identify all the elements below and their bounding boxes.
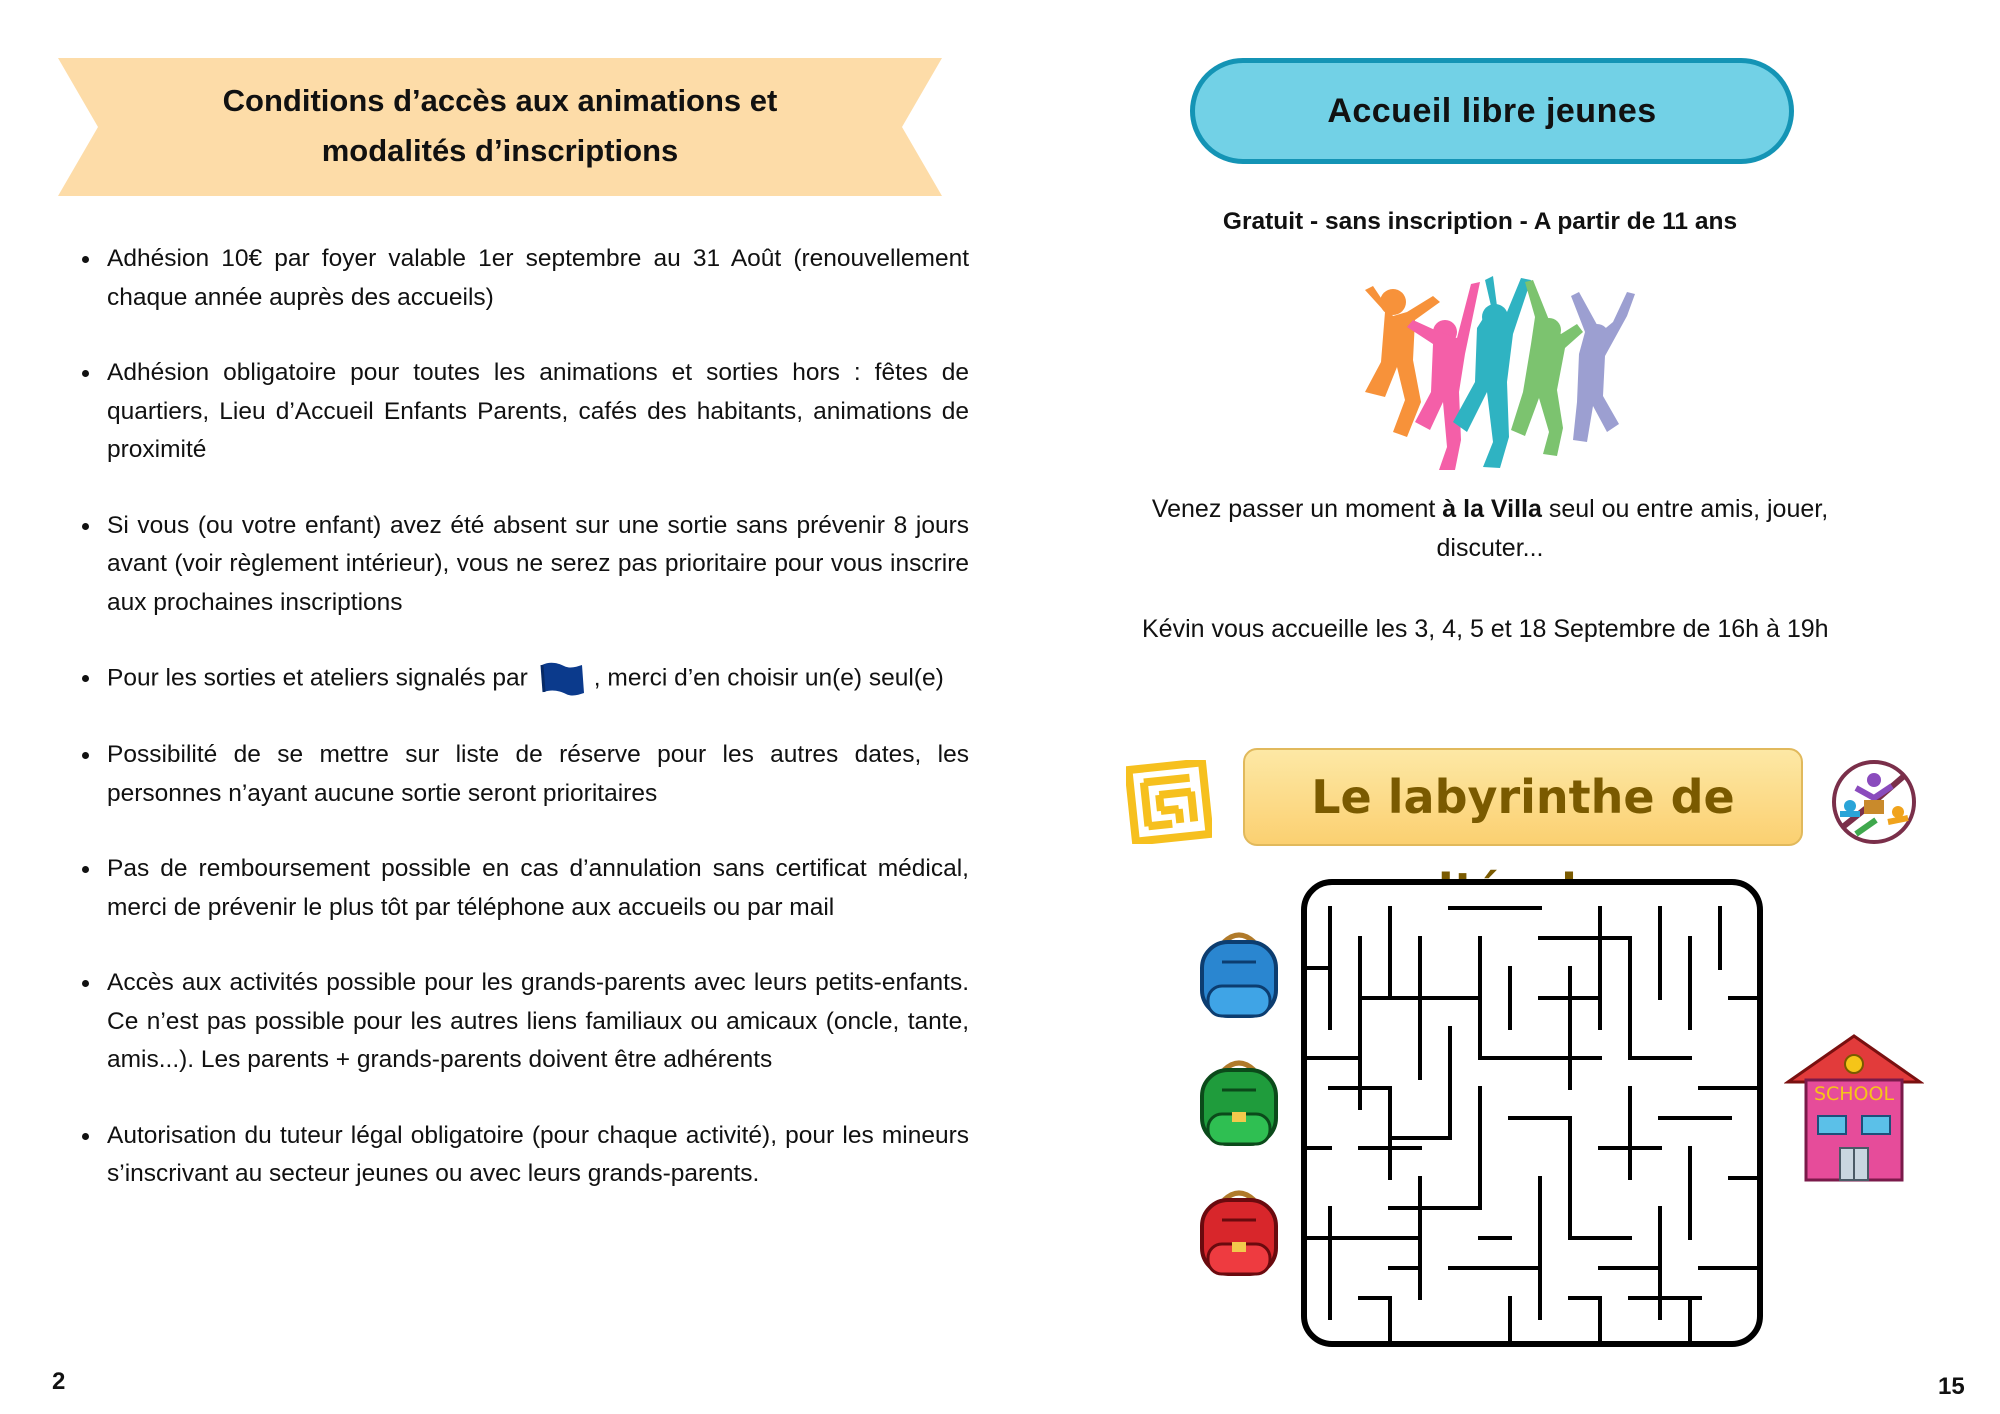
list-item: Adhésion obligatoire pour toutes les animations et sorties hors : fêtes de quartiers, Lieu d’Accueil Enfants Parents, cafés des habitants, animations de proximité	[107, 354, 969, 470]
right-page	[1000, 0, 2000, 1414]
page-number-right: 15	[1938, 1373, 1965, 1400]
intro-text-before: Venez passer un moment	[1151, 495, 1443, 523]
youth-pill-banner	[1190, 58, 1794, 164]
green-backpack-icon	[1194, 1056, 1284, 1152]
intro-text-after: seul ou entre amis, jouer, discuter...	[1436, 495, 1829, 562]
maze-puzzle	[1300, 878, 1764, 1348]
youth-subhead: Gratuit - sans inscription - A partir de 11 ans	[1222, 208, 1738, 235]
conditions-title	[58, 76, 942, 176]
list-item: Adhésion 10€ par foyer valable 1er septembre au 31 Août (renouvellement chaque année auprès des accueils)	[107, 240, 969, 317]
intro-villa: à la Villa	[1442, 495, 1542, 523]
red-backpack-icon	[1194, 1186, 1284, 1282]
list-item: Accès aux activités possible pour les grands-parents avec leurs petits-enfants. Ce n’est pas possible pour les autres liens familiaux ou amicaux (oncle, tante, amis...). Les parents + grands-parents doivent être adhérents	[107, 964, 969, 1080]
flag-rule-text-before: Pour les sorties et ateliers signalés par	[107, 664, 528, 692]
school-building-icon	[1784, 1032, 1924, 1184]
club-logo-icon	[1826, 752, 1922, 852]
maze-banner	[1243, 748, 1803, 846]
page-number-left: 2	[52, 1368, 66, 1395]
youth-intro	[1150, 490, 1830, 567]
conditions-banner	[58, 58, 942, 196]
blue-backpack-icon	[1194, 928, 1284, 1024]
maze-icon	[1126, 760, 1212, 844]
conditions-title-line1: Conditions d’accès aux animations et	[222, 83, 778, 118]
jumping-youths-illustration	[1335, 272, 1645, 472]
youth-schedule: Kévin vous accueille les 3, 4, 5 et 18 Septembre de 16h à 19h	[1142, 615, 1829, 643]
conditions-list	[80, 240, 969, 1231]
flag-icon	[536, 659, 586, 699]
flag-rule-text-after: , merci d’en choisir un(e) seul(e)	[593, 664, 944, 692]
list-item: Si vous (ou votre enfant) avez été absent sur une sortie sans prévenir 8 jours avant (voir règlement intérieur), vous ne serez pas prioritaire pour vous inscrire aux prochaines inscriptions	[107, 507, 969, 623]
list-item: Possibilité de se mettre sur liste de réserve pour les autres dates, les personnes n’ayant aucune sortie seront prioritaires	[107, 736, 969, 813]
school-sign: SCHOOL	[1813, 1083, 1895, 1105]
list-item-flag-rule	[107, 659, 969, 699]
conditions-title-line2: modalités d’inscriptions	[321, 133, 679, 168]
maze-title: Le labyrinthe de	[1311, 770, 1735, 824]
list-item: Autorisation du tuteur légal obligatoire (pour chaque activité), pour les mineurs s’inscrivant au secteur jeunes ou avec leurs grands-parents.	[107, 1117, 969, 1194]
youth-title: Accueil libre jeunes	[1327, 92, 1657, 130]
list-item: Pas de remboursement possible en cas d’annulation sans certificat médical, merci de prévenir le plus tôt par téléphone aux accueils ou par mail	[107, 850, 969, 927]
